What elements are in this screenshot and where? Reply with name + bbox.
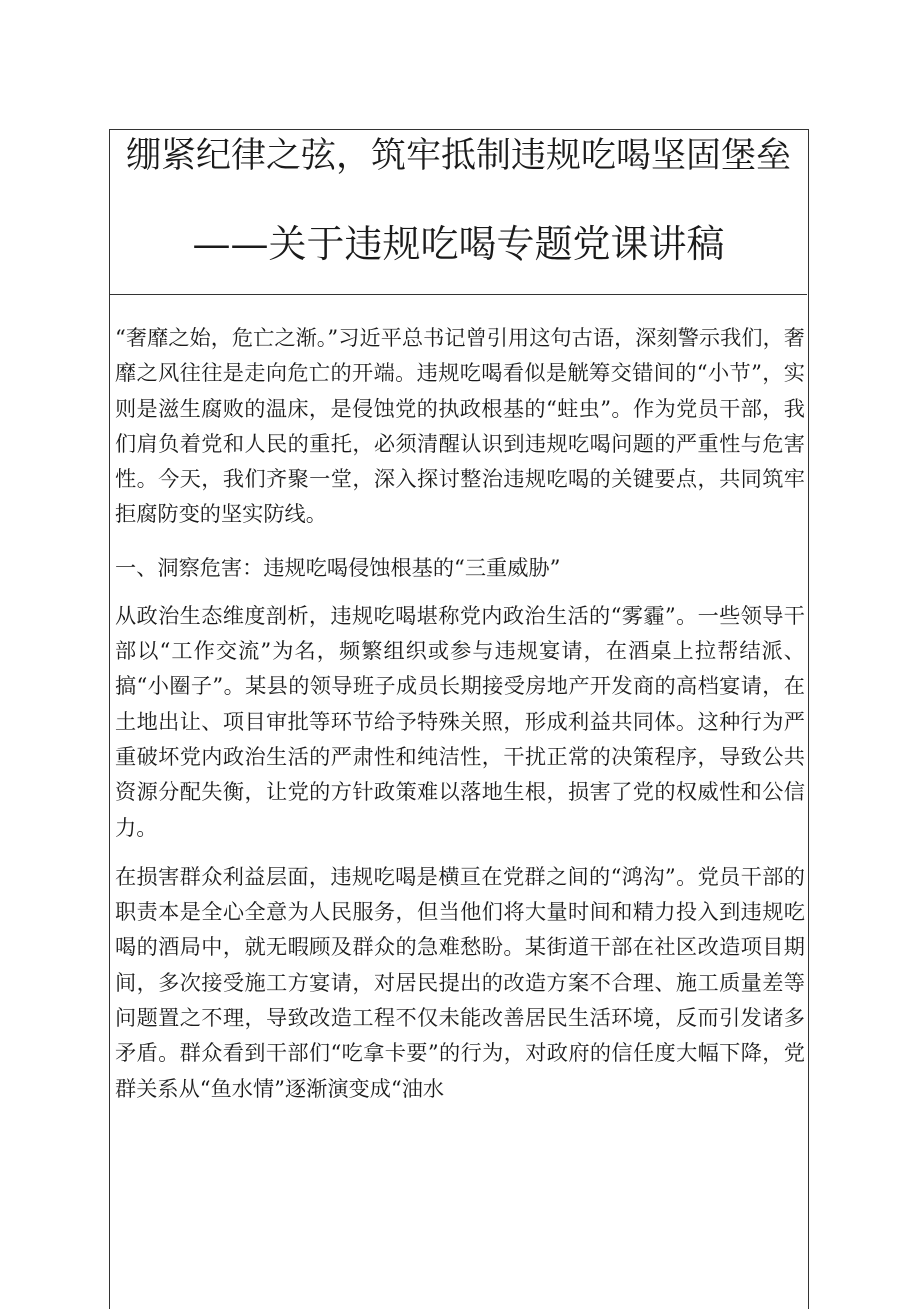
section-heading: 一、洞察危害：违规吃喝侵蚀根基的“三重威胁” bbox=[115, 554, 561, 580]
intro-paragraph: “奢靡之始，危亡之渐。”习近平总书记曾引用这句古语，深刻警示我们，奢靡之风往往是走向危亡的开端。违规吃喝看似是觥筹交错间的“小节”，实则是滋生腐败的温床，是侵蚀党的执政根基的“蛀虫”。作为党员干部，我们肩负着党和人民的重托，必须清醒认识到违规吃喝问题的严重性与危害性。今天，我们齐聚一堂，深入探讨整治违规吃喝的关键要点，共同筑牢拒腐防变的坚实防线。 bbox=[115, 325, 805, 527]
page-frame bbox=[109, 129, 809, 1309]
body-paragraph: 在损害群众利益层面，违规吃喝是横亘在党群之间的“鸿沟”。党员干部的职责本是全心全意为人民服务，但当他们将大量时间和精力投入到违规吃喝的酒局中，就无暇顾及群众的急难愁盼。某街道干部在社区改造项目期间，多次接受施工方宴请，对居民提出的改造方案不合理、施工质量差等问题置之不理，导致改造工程不仅未能改善居民生活环境，反而引发诸多矛盾。群众看到干部们“吃拿卡要”的行为，对政府的信任度大幅下降，党群关系从“鱼水情”逐渐演变成“油水 bbox=[115, 863, 805, 1101]
sub-title: ——关于违规吃喝专题党课讲稿 bbox=[192, 222, 725, 266]
main-title: 绷紧纪律之弦，筑牢抵制违规吃喝坚固堡垒 bbox=[125, 136, 791, 176]
body-paragraph: 从政治生态维度剖析，违规吃喝堪称党内政治生活的“雾霾”。一些领导干部以“工作交流”为名，频繁组织或参与违规宴请，在酒桌上拉帮结派、搞“小圈子”。某县的领导班子成员长期接受房地产开发商的高档宴请，在土地出让、项目审批等环节给予特殊关照，形成利益共同体。这种行为严重破坏党内政治生活的严肃性和纯洁性，干扰正常的决策程序，导致公共资源分配失衡，让党的方针政策难以落地生根，损害了党的权威性和公信力。 bbox=[115, 602, 805, 840]
title-block bbox=[110, 130, 807, 295]
body-text bbox=[115, 320, 805, 1106]
